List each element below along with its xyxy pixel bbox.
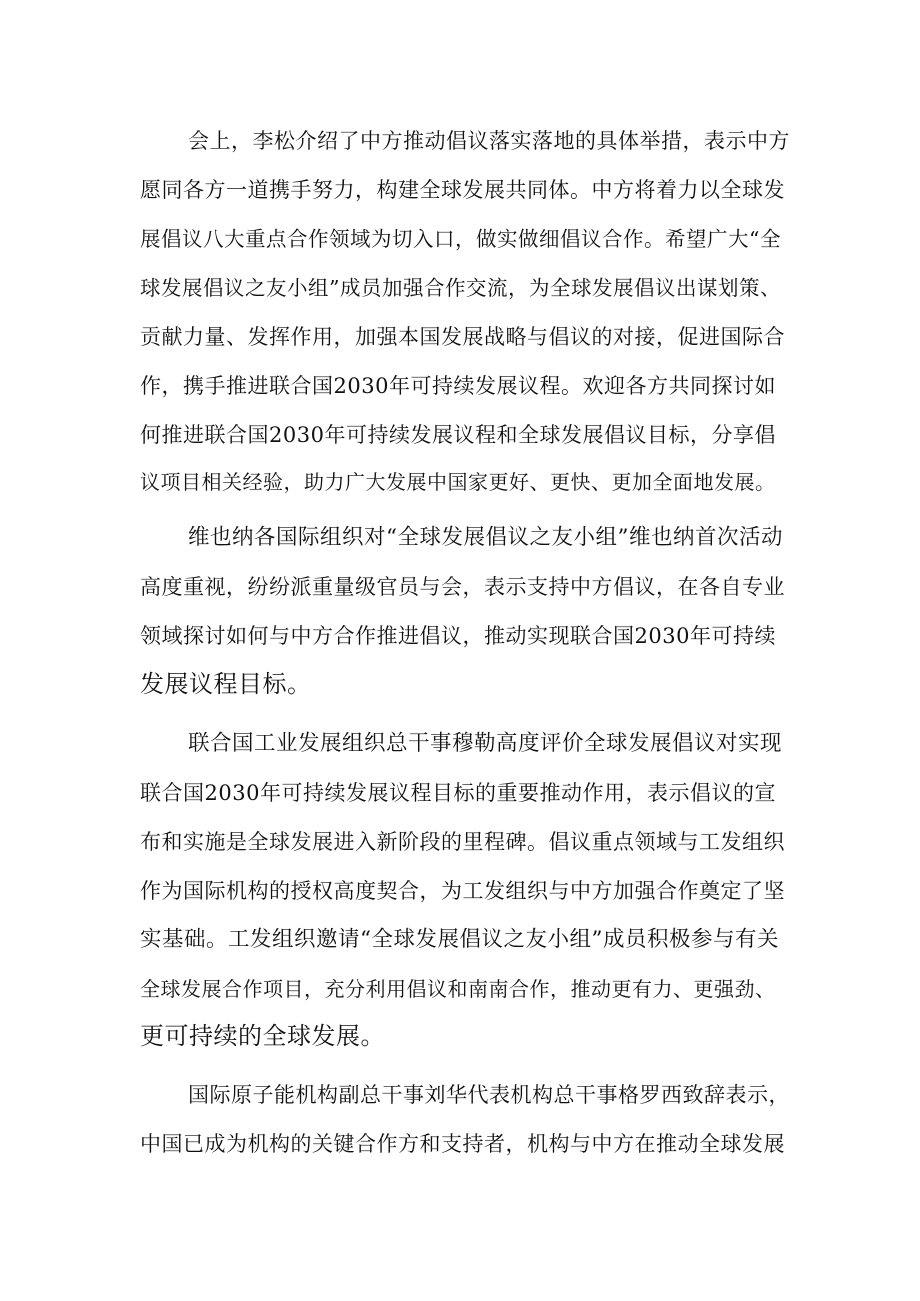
text-line: 议项目相关经验，助力广大发展中国家更好、更快、更加全面地发展。 [140,470,776,494]
text-line: 球发展倡议之友小组”成员加强合作交流，为全球发展倡议出谋划策、 [140,276,781,300]
text-line: 领域探讨如何与中方合作推进倡议，推动实现联合国2030年可持续 [140,624,776,648]
text-line: 维也纳各国际组织对“全球发展倡议之友小组”维也纳首次活动 [188,525,783,550]
text-line: 实基础。工发组织邀请“全球发展倡议之友小组”成员积极参与有关 [140,927,779,952]
text-line: 联合国2030年可持续发展议程目标的重要推动作用，表示倡议的宣 [140,781,776,805]
text-line: 作为国际机构的授权高度契合，为工发组织与中方加强合作奠定了坚 [140,879,785,903]
text-line: 全球发展合作项目，充分利用倡议和南南合作，推动更有力、更强劲、 [140,977,776,1001]
text-line: 联合国工业发展组织总干事穆勒高度评价全球发展倡议对实现 [188,731,783,756]
text-line: 展倡议八大重点合作领域为切入口，做实做细倡议合作。希望广大“全 [140,227,781,251]
text-line: 作，携手推进联合国2030年可持续发展议程。欢迎各方共同探讨如 [140,374,776,398]
text-line: 布和实施是全球发展进入新阶段的里程碑。倡议重点领域与工发组织 [140,830,785,854]
text-line: 中国已成为机构的关键合作方和支持者，机构与中方在推动全球发展 [140,1132,785,1156]
text-line: 高度重视，纷纷派重量级官员与会，表示支持中方倡议，在各自专业 [140,575,785,599]
text-line: 贡献力量、发挥作用，加强本国发展战略与倡议的对接，促进国际合 [140,325,785,349]
text-line: 何推进联合国2030年可持续发展议程和全球发展倡议目标，分享倡 [140,423,776,447]
text-line: 会上，李松介绍了中方推动倡议落实落地的具体举措，表示中方 [188,129,790,153]
text-line: 愿同各方一道携手努力，构建全球发展共同体。中方将着力以全球发 [140,178,785,202]
text-line: 更可持续的全球发展。 [140,1022,385,1050]
text-line: 国际原子能机构副总干事刘华代表机构总干事格罗西致辞表示， [188,1083,790,1107]
text-line: 发展议程目标。 [140,670,312,698]
